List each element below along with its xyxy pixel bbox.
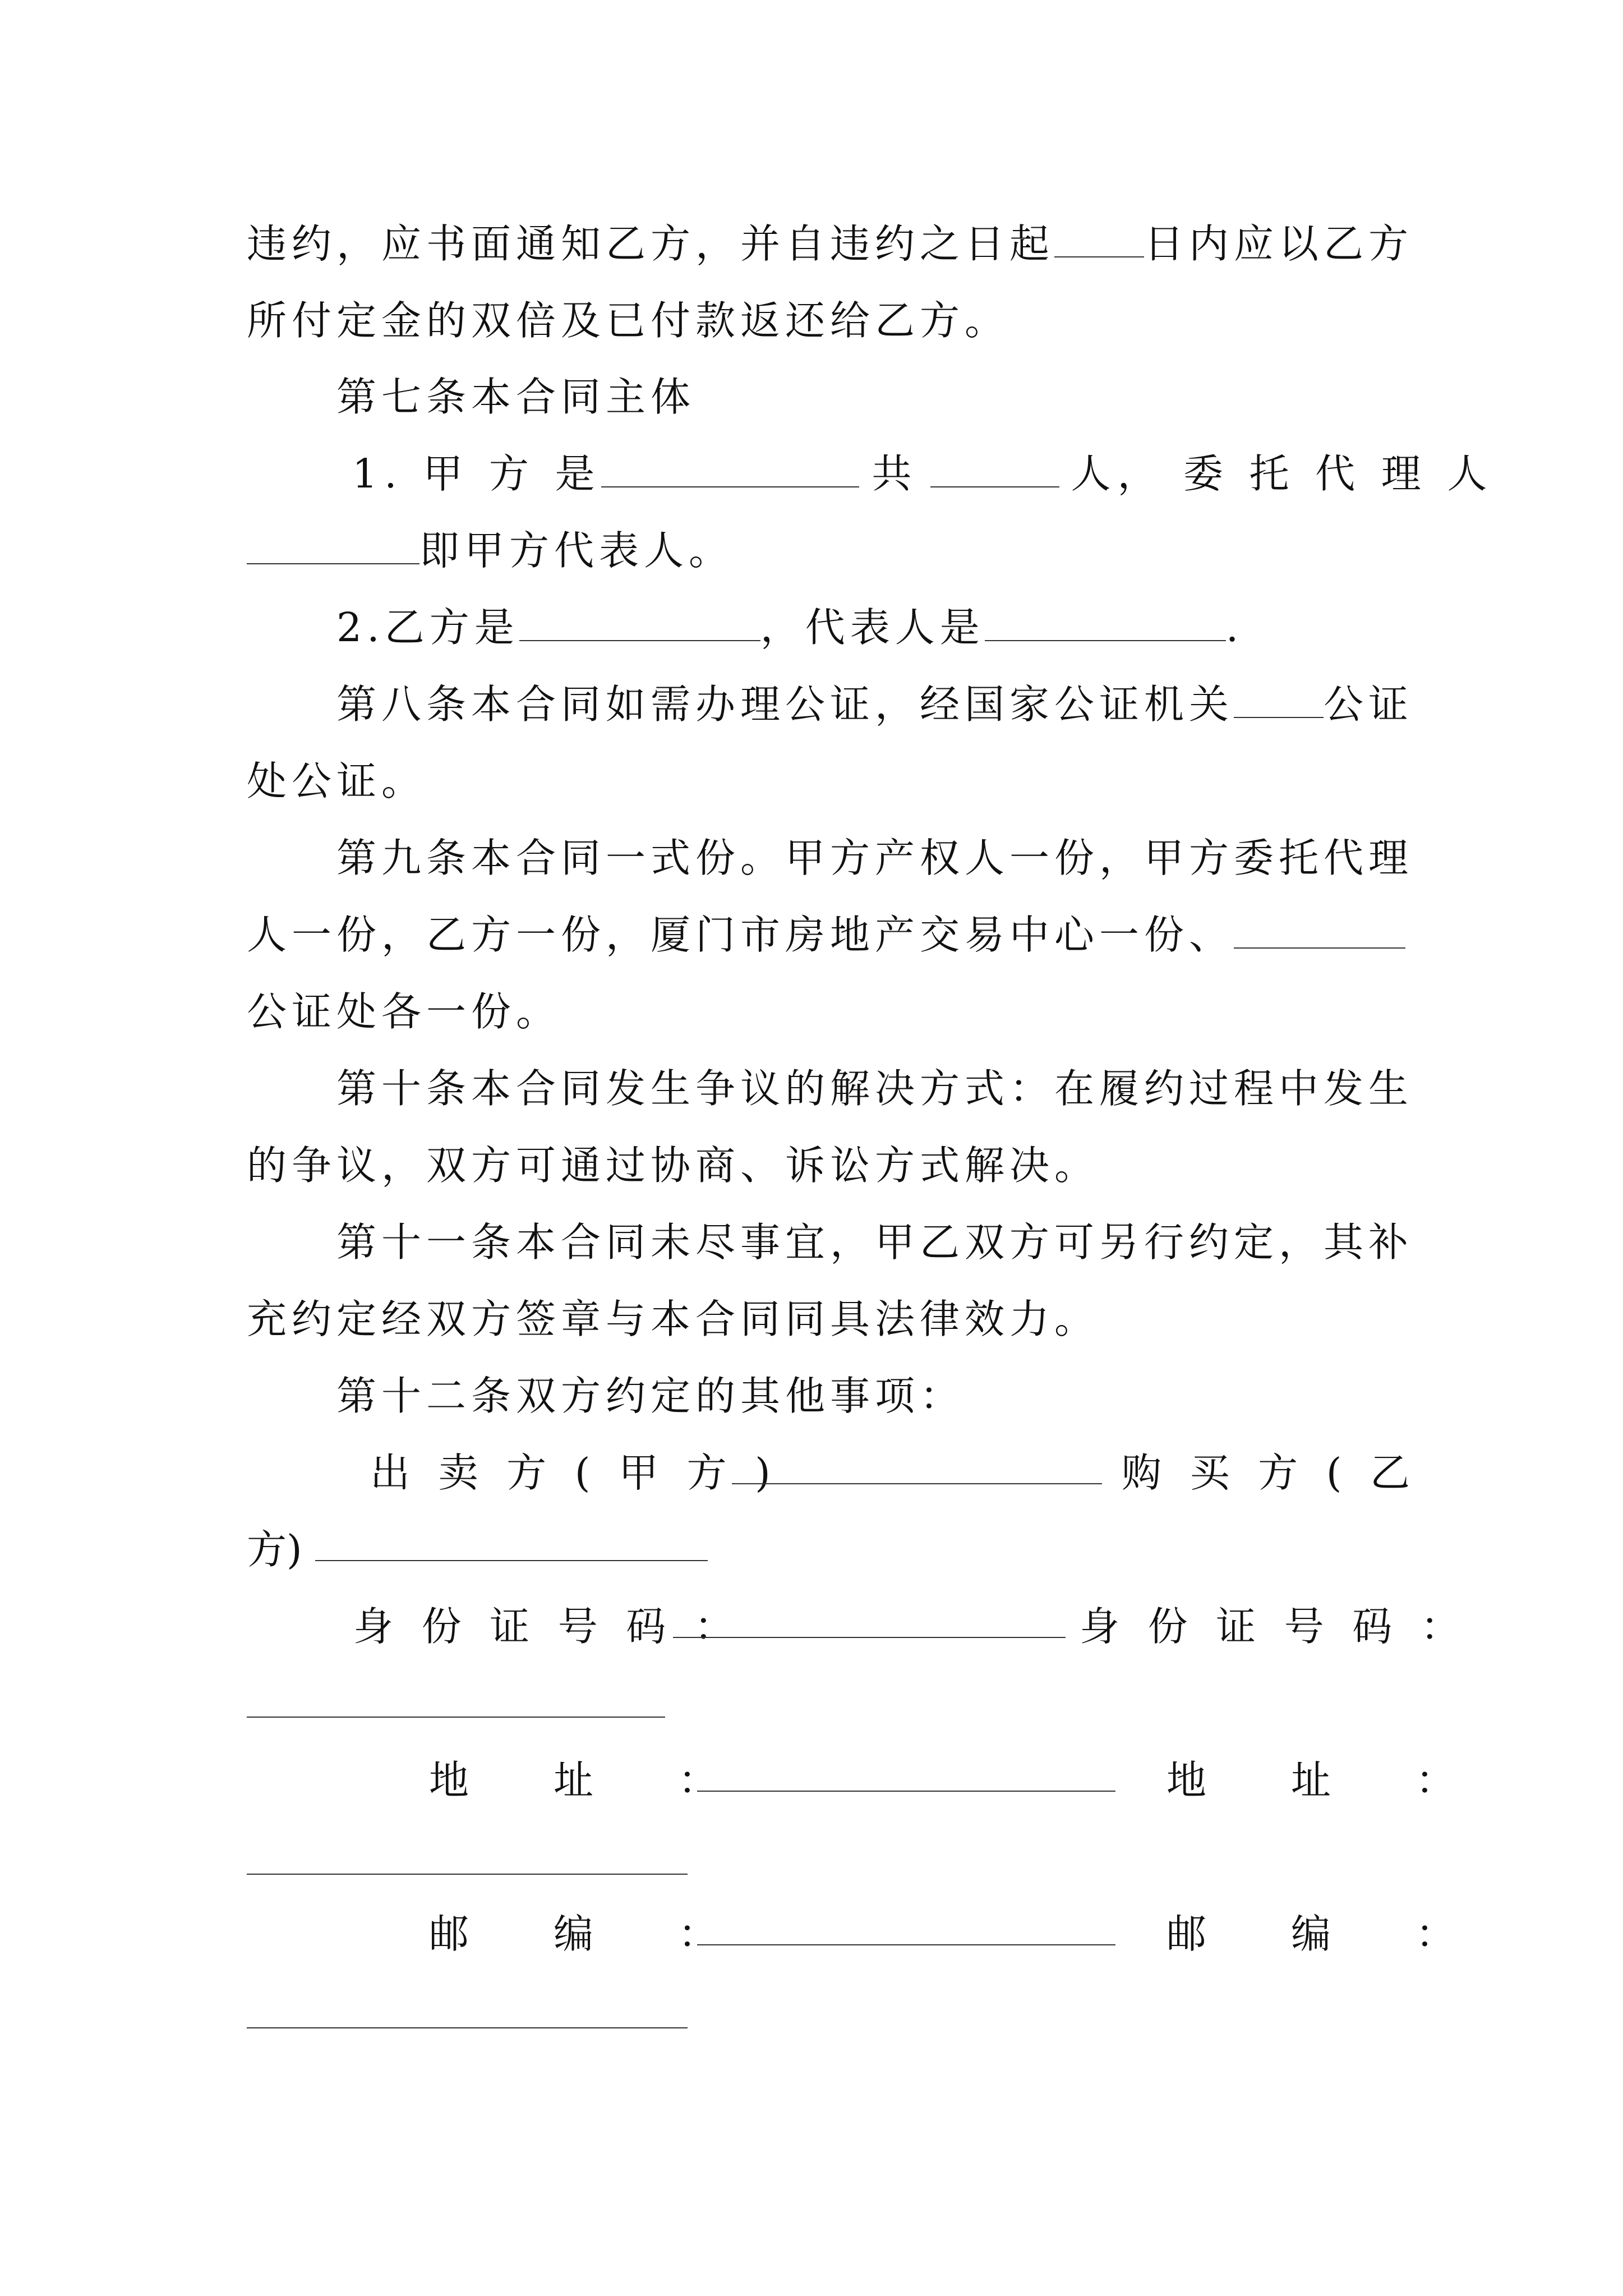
article-8-end: 处公证。 bbox=[247, 758, 427, 804]
seller-label: 出 卖 方 ( 甲 方 ) bbox=[370, 1450, 778, 1496]
seller-id-label: 身 份 证 号 码 ： bbox=[353, 1603, 742, 1650]
article-11-text: 第十一条本合同未尽事宜，甲乙双方可另行约定，其补 bbox=[336, 1219, 1414, 1266]
article-10-end: 的争议，双方可通过协商、诉讼方式解决。 bbox=[247, 1142, 1100, 1189]
party-b-label: 2.乙方是 bbox=[336, 604, 519, 651]
line-breach-notice bbox=[247, 216, 1413, 272]
party-a-agent-blank[interactable] bbox=[247, 523, 419, 564]
party-a-rep-line bbox=[247, 523, 734, 579]
article-9-text: 第九条本合同一式份。甲方产权人一份，甲方委托代理 bbox=[336, 835, 1414, 881]
article-11-line2 bbox=[247, 1291, 1099, 1347]
breach-days-blank[interactable] bbox=[1054, 216, 1144, 257]
party-b-rep-blank[interactable] bbox=[985, 600, 1226, 641]
article-9-text-cont: 人一份，乙方一份，厦门市房地产交易中心一份、 bbox=[247, 912, 1234, 958]
buyer-id-label: 身 份 证 号 码 ： bbox=[1080, 1603, 1468, 1650]
party-b-rep-label: ，代表人是 bbox=[760, 604, 985, 651]
article-12-heading bbox=[336, 1368, 965, 1424]
article-10-line2 bbox=[247, 1138, 1099, 1194]
article-7-title: 第七条本合同主体 bbox=[336, 374, 696, 420]
seller-address-label: 地 址 ： bbox=[429, 1757, 741, 1803]
article-9-line3 bbox=[247, 984, 561, 1040]
breach-text-cont: 日内应以乙方 bbox=[1144, 220, 1414, 267]
article-11-end: 充约定经双方签章与本合同同具法律效力。 bbox=[247, 1296, 1100, 1342]
article-8-line1 bbox=[336, 677, 1413, 733]
party-b-line bbox=[336, 600, 1243, 656]
seller-signature-blank[interactable] bbox=[732, 1483, 1102, 1484]
buyer-address-blank[interactable] bbox=[247, 1874, 688, 1875]
buyer-label: 购 买 方 ( 乙 bbox=[1122, 1450, 1418, 1496]
party-a-total-label: 共 bbox=[872, 450, 919, 497]
article-7-heading bbox=[336, 369, 695, 425]
seller-id-blank[interactable] bbox=[673, 1637, 1066, 1638]
article-8-line2 bbox=[247, 753, 426, 809]
party-a-agent-label: 人， 委 托 代 理 人 bbox=[1071, 450, 1494, 497]
buyer-postcode-blank[interactable] bbox=[247, 2027, 688, 2028]
party-a-rep-text: 即甲方代表人。 bbox=[419, 527, 734, 574]
article-9-end: 公证处各一份。 bbox=[247, 988, 561, 1035]
line-breach-refund bbox=[247, 293, 1009, 349]
buyer-id-blank[interactable] bbox=[247, 1717, 665, 1718]
buyer-postcode-label: 邮 编 ： bbox=[1166, 1911, 1478, 1957]
breach-text: 违约，应书面通知乙方，并自违约之日起 bbox=[247, 220, 1055, 267]
party-b-end: . bbox=[1225, 604, 1244, 651]
article-9-line1 bbox=[336, 830, 1413, 886]
seller-postcode-blank[interactable] bbox=[697, 1944, 1115, 1945]
seller-address-blank[interactable] bbox=[697, 1791, 1115, 1792]
article-12-title: 第十二条双方约定的其他事项： bbox=[336, 1373, 965, 1419]
seller-postcode-label: 邮 编 ： bbox=[429, 1911, 741, 1957]
party-a-count-blank[interactable] bbox=[930, 446, 1059, 487]
buyer-address-label: 地 址 ： bbox=[1166, 1757, 1478, 1803]
buyer-signature-blank[interactable] bbox=[315, 1560, 708, 1561]
party-a-name-blank[interactable] bbox=[601, 446, 859, 487]
article-8-text: 第八条本合同如需办理公证，经国家公证机关 bbox=[336, 681, 1234, 728]
refund-text: 所付定金的双倍及已付款返还给乙方。 bbox=[247, 297, 1010, 344]
notary-blank[interactable] bbox=[1234, 677, 1324, 718]
article-10-text: 第十条本合同发生争议的解决方式：在履约过程中发生 bbox=[336, 1065, 1414, 1112]
article-9-line2 bbox=[247, 907, 1405, 963]
party-a-line bbox=[352, 446, 1493, 502]
article-10-line1 bbox=[336, 1061, 1413, 1117]
article-8-text-cont: 公证 bbox=[1324, 681, 1414, 728]
article-11-line1 bbox=[336, 1214, 1413, 1271]
party-a-label: 1. 甲 方 是 bbox=[352, 450, 602, 497]
party-b-name-blank[interactable] bbox=[519, 600, 760, 641]
buyer-label-cont: 方) bbox=[247, 1526, 302, 1573]
notary-office-blank[interactable] bbox=[1234, 907, 1405, 949]
